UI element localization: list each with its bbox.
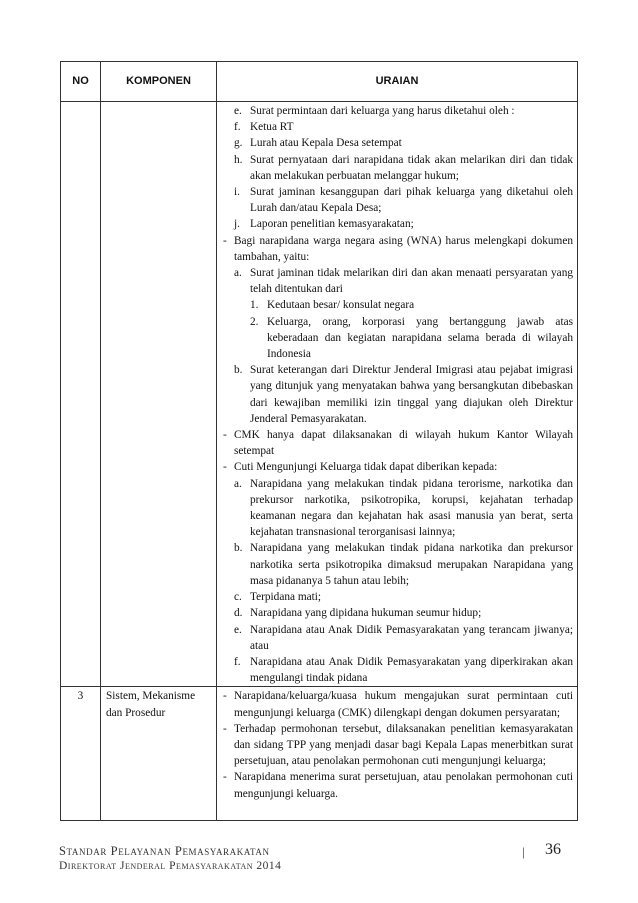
component-cell: Sistem, Mekanisme dan Prosedur <box>101 687 217 821</box>
list-item <box>223 654 573 686</box>
list-item <box>223 216 573 232</box>
list-item <box>223 769 573 801</box>
list-item <box>223 314 573 363</box>
list-item <box>223 184 573 216</box>
list-text: Narapidana atau Anak Didik Pemasyarakatan yang terancam jiwanya; atau <box>250 623 573 652</box>
table-row <box>61 102 578 687</box>
description-cell <box>217 102 578 687</box>
list-text: Surat jaminan kesanggupan dari pihak keluarga yang diketahui oleh Lurah dan/atau Kepala Desa; <box>250 186 573 215</box>
list-marker: - <box>223 234 227 247</box>
list-marker: - <box>223 771 227 784</box>
row-number <box>61 102 101 687</box>
list-item <box>223 427 573 459</box>
list-text: Terpidana mati; <box>250 591 322 604</box>
list-marker: - <box>223 722 227 735</box>
list-marker: 1. <box>250 299 259 312</box>
list-item <box>223 119 573 135</box>
list-text: Cuti Mengunjungi Keluarga tidak dapat diberikan kepada: <box>234 461 498 474</box>
list-item <box>223 688 573 720</box>
list-text: Surat pernyataan dari narapidana tidak akan melarikan diri dan tidak akan melakukan perbuatan melanggar hukum; <box>250 153 573 182</box>
list-marker: - <box>223 690 227 703</box>
list-item <box>223 721 573 770</box>
page-footer <box>59 841 579 878</box>
list-marker: b. <box>234 542 243 555</box>
list-item <box>223 135 573 151</box>
list-marker: f. <box>234 655 241 668</box>
list-text: Narapidana yang dipidana hukuman seumur hidup; <box>250 607 482 620</box>
list-text: Narapidana atau Anak Didik Pemasyarakatan yang diperkirakan akan mengulangi tindak pidana <box>250 655 573 685</box>
list-text: Surat jaminan tidak melarikan diri dan akan menaati persyaratan yang telah ditentukan dari <box>250 267 573 296</box>
list-marker: e. <box>234 105 242 117</box>
table-header-row <box>61 62 578 102</box>
list-marker: i. <box>234 186 240 199</box>
list-item <box>223 152 573 184</box>
list-marker: - <box>223 429 227 442</box>
list-item <box>223 459 573 475</box>
header-komponen: KOMPONEN <box>101 62 217 102</box>
page-number: 36 <box>545 841 561 858</box>
list-item <box>223 589 573 605</box>
component-cell <box>101 102 217 687</box>
description-list <box>223 688 573 801</box>
list-text: Narapidana yang melakukan tindak pidana narkotika dan prekursor narkotika serta psikotropika dimaksud merupakan Narapidana yang masa pidananya 5 tahun atau lebih; <box>250 542 573 587</box>
list-item <box>223 362 573 427</box>
footer-subtitle: Direktorat Jenderal Pemasyarakatan 2014 <box>59 860 282 872</box>
list-marker: h. <box>234 153 243 166</box>
list-text: Surat keterangan dari Direktur Jenderal Imigrasi atau pejabat imigrasi yang ditunjuk yang menyatakan bahwa yang bersangkutan dibebaskan dari kewajiban memiliki izin tinggal yang diajukan oleh Direktur Jenderal Pemasyarakatan. <box>250 364 573 425</box>
list-marker: 2. <box>250 315 259 328</box>
list-marker: b. <box>234 364 243 377</box>
list-marker: f. <box>234 121 241 134</box>
list-text: Kedutaan besar/ konsulat negara <box>267 299 415 312</box>
list-text: Keluarga, orang, korporasi yang bertanggung jawab atas keberadaan dan kegiatan narapidana selama berada di wilayah Indonesia <box>267 315 573 361</box>
list-text: Surat permintaan dari keluarga yang harus diketahui oleh : <box>250 105 515 117</box>
table-row <box>61 687 578 821</box>
list-item <box>223 476 573 541</box>
row-number: 3 <box>61 687 101 821</box>
list-item <box>223 265 573 297</box>
list-marker: e. <box>234 623 242 636</box>
description-list <box>223 103 573 686</box>
list-item <box>223 622 573 654</box>
header-uraian: URAIAN <box>217 62 578 102</box>
list-text: Narapidana/keluarga/kuasa hukum mengajukan surat permintaan cuti mengunjungi keluarga (CMK) dilengkapi dengan dokumen persyaratan; <box>234 690 573 719</box>
list-marker: a. <box>234 267 242 280</box>
list-item <box>223 540 573 589</box>
footer-separator: | <box>522 844 525 859</box>
list-text: Bagi narapidana warga negara asing (WNA) harus melengkapi dokumen tambahan, yaitu: <box>234 234 573 263</box>
list-text: CMK hanya dapat dilaksanakan di wilayah hukum Kantor Wilayah setempat <box>234 429 573 458</box>
list-text: Lurah atau Kepala Desa setempat <box>250 137 402 150</box>
list-item <box>223 233 573 265</box>
list-marker: d. <box>234 607 243 620</box>
list-text: Narapidana menerima surat persetujuan, atau penolakan permohonan cuti mengunjungi keluarga. <box>234 771 573 800</box>
list-item <box>223 605 573 621</box>
list-marker: c. <box>234 591 242 604</box>
list-marker: g. <box>234 137 243 150</box>
list-marker: - <box>223 461 227 474</box>
standard-table <box>60 61 578 821</box>
description-cell <box>217 687 578 821</box>
list-item <box>223 297 573 313</box>
list-text: Terhadap permohonan tersebut, dilaksanakan penelitian kemasyarakatan dan sidang TPP yang menjadi dasar bagi Kepala Lapas menerbitkan surat persetujuan, atau penolakan permohonan cuti mengunjungi keluarga; <box>234 722 573 768</box>
list-text: Laporan penelitian kemasyarakatan; <box>250 218 414 231</box>
list-text: Narapidana yang melakukan tindak pidana terorisme, narkotika dan prekursor narkotika, psikotropika, korupsi, kejahatan terhadap keamanan negara dan kejahatan hak asasi manusia yan berat, serta kejahatan transnasional terorganisasi lainnya; <box>250 477 573 539</box>
list-item <box>223 103 573 119</box>
list-text: Ketua RT <box>250 121 294 134</box>
list-marker: j. <box>234 218 240 231</box>
list-marker: a. <box>234 477 242 490</box>
header-no: NO <box>61 62 101 102</box>
footer-title: Standar Pelayanan Pemasyarakatan <box>59 844 270 858</box>
